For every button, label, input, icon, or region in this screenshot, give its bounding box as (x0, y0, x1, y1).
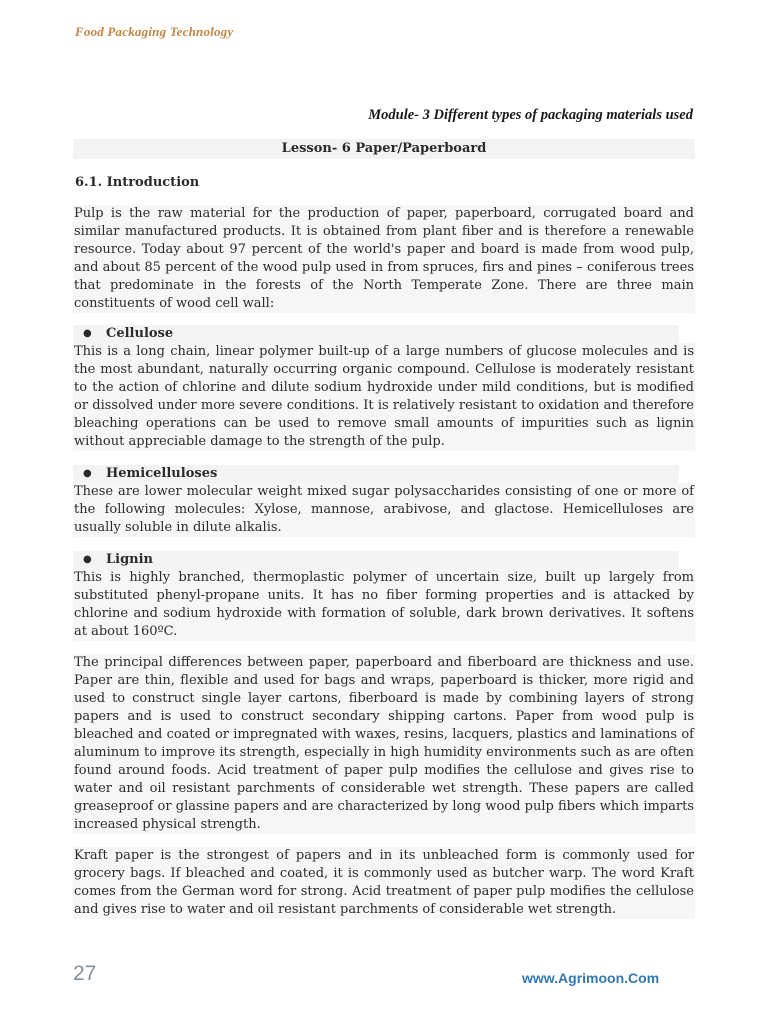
bullet-cellulose (73, 325, 679, 343)
bullet-label: Cellulose (106, 326, 174, 341)
module-title: Module- 3 Different types of packaging materials used (368, 107, 693, 123)
running-header-title: Food Packaging Technology (75, 24, 234, 39)
section-heading: 6.1. Introduction (75, 175, 200, 190)
lesson-title: Lesson- 6 Paper/Paperboard (73, 139, 695, 159)
bullet-hemicelluloses (73, 465, 679, 483)
document-body (73, 139, 695, 919)
bullet-marker-icon: ● (83, 468, 92, 479)
footer-website-link[interactable]: www.Agrimoon.Com (522, 970, 660, 986)
bullet-label: Lignin (106, 552, 154, 567)
bullet-label: Hemicelluloses (106, 466, 218, 481)
bullet-lignin (73, 551, 679, 569)
hemicelluloses-paragraph: These are lower molecular weight mixed sugar polysaccharides consisting of one or more of the following molecules: Xylose, mannose, arabivose, and glactose. Hemicelluloses are usually soluble in dilute alkalis. (74, 484, 694, 535)
page-number: 27 (73, 962, 97, 985)
bullet-marker-icon: ● (83, 554, 92, 565)
lignin-paragraph: This is highly branched, thermoplastic polymer of uncertain size, built up largely from substituted phenyl-propane units. It has no fiber forming properties and is attacked by chlorine and sodium hydroxide with formation of soluble, dark brown derivatives. It softens at about 160ºC. (74, 570, 694, 639)
cellulose-paragraph: This is a long chain, linear polymer built-up of a large numbers of glucose molecules and is the most abundant, naturally occurring organic compound. Cellulose is moderately resistant to the action of chlorine and dilute sodium hydroxide under mild conditions, but is modified or dissolved under more severe conditions. It is relatively resistant to oxidation and therefore bleaching operations can be used to remove small amounts of impurities such as lignin without appreciable damage to the strength of the pulp. (74, 344, 694, 449)
differences-paragraph: The principal differences between paper, paperboard and fiberboard are thickness and use. Paper are thin, flexible and used for bags and wraps, paperboard is thicker, more rigid and used to construct single layer cartons, fiberboard is made by combining layers of strong papers and is used to construct secondary shipping cartons. Paper from wood pulp is bleached and coated or impregnated with waxes, resins, lacquers, plastics and laminations of aluminum to improve its strength, especially in high humidity environments such as are often found around foods. Acid treatment of paper pulp modifies the cellulose and gives rise to water and oil resistant parchments of considerable wet strength. These papers are called greaseproof or glassine papers and are characterized by long wood pulp fibers which imparts increased physical strength. (74, 655, 694, 832)
bullet-marker-icon: ● (83, 328, 92, 339)
intro-paragraph: Pulp is the raw material for the production of paper, paperboard, corrugated board and similar manufactured products. It is obtained from plant fiber and is therefore a renewable resource. Today about 97 percent of the world's paper and board is made from wood pulp, and about 85 percent of the wood pulp used in from spruces, firs and pines – coniferous trees that predominate in the forests of the North Temperate Zone. There are three main constituents of wood cell wall: (74, 206, 694, 311)
kraft-paragraph: Kraft paper is the strongest of papers and in its unbleached form is commonly used for grocery bags. If bleached and coated, it is commonly used as butcher warp. The word Kraft comes from the German word for strong. Acid treatment of paper pulp modifies the cellulose and gives rise to water and oil resistant parchments of considerable wet strength. (74, 848, 694, 917)
